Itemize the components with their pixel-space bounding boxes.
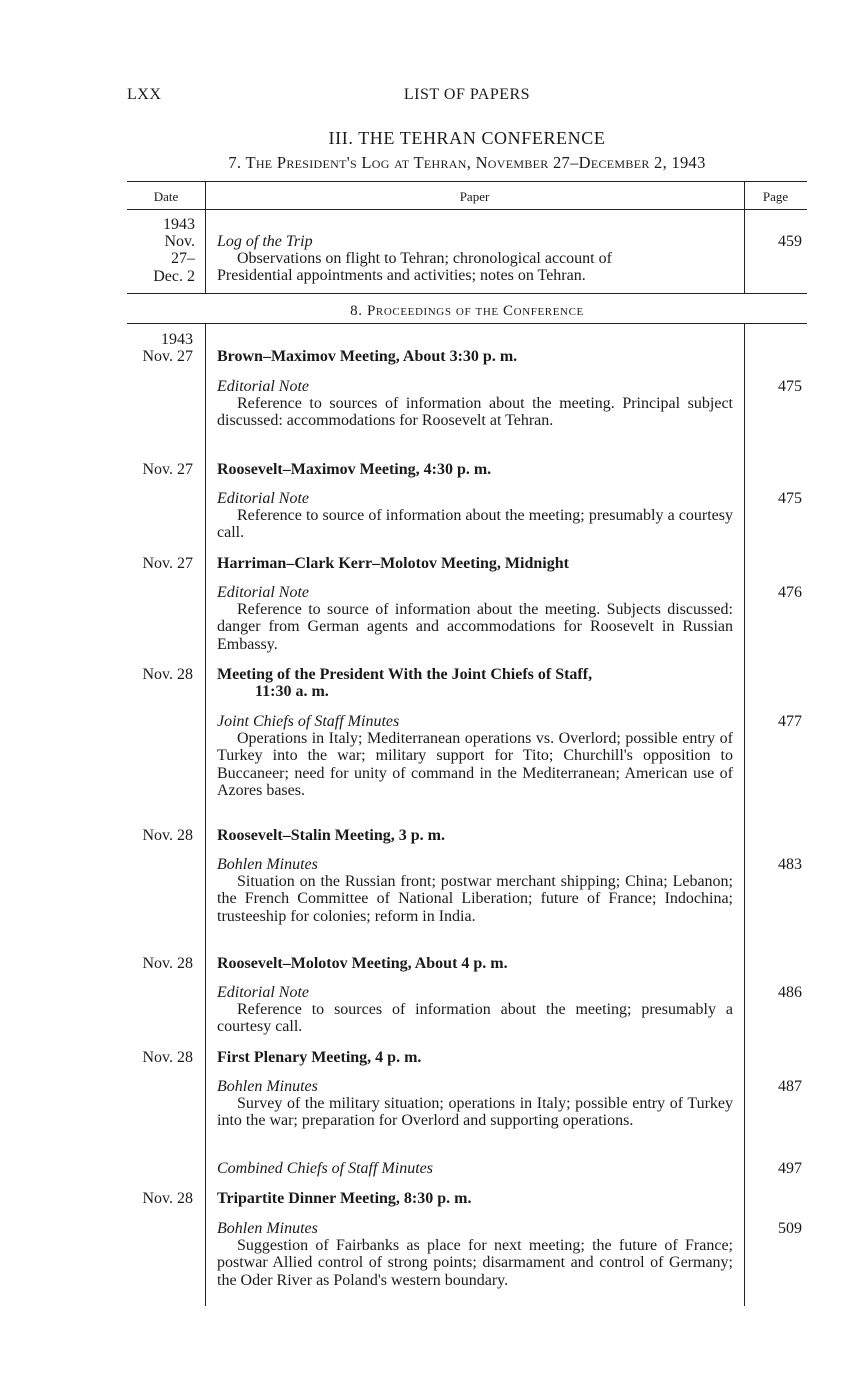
log-date-line1: Nov.: [164, 233, 195, 251]
section-7-text: The President's Log at Tehran, November 27–December 2, 1943: [245, 153, 706, 172]
column-header-date: Date: [153, 189, 179, 204]
entry-description-text: Reference to source of information about the meeting; presumably a courtesy call.: [217, 507, 733, 542]
entry-body: [217, 713, 733, 799]
log-date: [123, 216, 195, 285]
page-number: LXX: [127, 86, 162, 103]
entry-description: [217, 1237, 733, 1289]
entry-source: Bohlen Minutes: [217, 856, 318, 873]
log-desc-rest: Presidential appointments and activities; notes on Tehran.: [217, 267, 586, 285]
proceedings-year: 1943: [161, 331, 193, 348]
entry-source: Editorial Note: [217, 984, 309, 1001]
entry-body: [217, 378, 733, 430]
entry-page: 477: [778, 713, 802, 730]
table-header-rule: [127, 209, 807, 210]
column-header-page: Page: [762, 189, 789, 204]
entry-page: 475: [778, 378, 802, 395]
entry-page: 476: [778, 584, 802, 601]
entry-date: Nov. 27: [142, 348, 193, 365]
entry-description-text: Situation on the Russian front; postwar merchant shipping; China; Lebanon; the French Committee of National Liberation; future of France; Indochina; trusteeship for colonies; reform in India.: [217, 873, 733, 925]
log-page: 459: [778, 233, 802, 250]
log-date-line3: Dec. 2: [153, 267, 195, 285]
entry-body: [217, 984, 733, 1036]
proceedings-divider-page: [744, 323, 745, 1306]
entry-heading: Tripartite Dinner Meeting, 8:30 p. m.: [217, 1190, 472, 1207]
entry-source: Editorial Note: [217, 584, 309, 601]
entry-heading-line1: Meeting of the President With the Joint Chiefs of Staff,: [217, 666, 593, 683]
entry-heading: [217, 666, 733, 700]
entry-description: [217, 1001, 733, 1035]
log-description: [217, 250, 733, 284]
entry-page: 487: [778, 1078, 802, 1095]
log-year: 1943: [163, 216, 195, 233]
section-7-title: [127, 153, 807, 173]
entry-page: 483: [778, 856, 802, 873]
entry-source: Bohlen Minutes: [217, 1220, 318, 1237]
entry-source: Editorial Note: [217, 490, 309, 507]
entry-heading: First Plenary Meeting, 4 p. m.: [217, 1049, 422, 1066]
entry-source: Bohlen Minutes: [217, 1078, 318, 1095]
entry-body: [217, 584, 733, 653]
proceedings-divider-date: [205, 323, 206, 1306]
section-8-text: Proceedings of the Conference: [366, 303, 584, 319]
proceedings-top-rule: [127, 323, 807, 324]
entry-source: Editorial Note: [217, 378, 309, 395]
table-bottom-rule: [127, 293, 807, 294]
entry-heading: Brown–Maximov Meeting, About 3:30 p. m.: [217, 348, 518, 365]
log-desc-first: Observations on flight to Tehran; chronological account of: [237, 250, 612, 268]
column-header-paper: Paper: [459, 189, 490, 204]
entry-description-text: Reference to sources of information about the meeting; presumably a courtesy call.: [217, 1001, 733, 1036]
entry-description: [217, 507, 733, 541]
entry-heading: Roosevelt–Molotov Meeting, About 4 p. m.: [217, 955, 508, 972]
entry-heading: Harriman–Clark Kerr–Molotov Meeting, Midnight: [217, 555, 569, 572]
entry-description-text: Suggestion of Fairbanks as place for next meeting; the future of France; postwar Allied control of strong points; disarmament and control of Germany; the Oder River as Poland's western boundary.: [217, 1237, 733, 1289]
entry-date: Nov. 28: [142, 955, 193, 972]
entry-description-text: Reference to source of information about the meeting. Subjects discussed: danger from German agents and accommodations for Roosevelt in Russian Embassy.: [217, 601, 733, 653]
entry-date: Nov. 27: [142, 555, 193, 572]
entry-description-text: Survey of the military situation; operations in Italy; possible entry of Turkey into the war; preparation for Overlord and supporting operations.: [217, 1095, 733, 1130]
running-header: [127, 86, 807, 108]
entry-description: [217, 730, 733, 799]
log-title: Log of the Trip: [217, 233, 313, 250]
entry-page-secondary: 497: [778, 1160, 802, 1177]
log-date-line2: 27–: [171, 250, 195, 268]
section-7-number: 7.: [228, 153, 242, 172]
entry-description: [217, 395, 733, 429]
section-8-title: [127, 303, 807, 320]
running-title: LIST OF PAPERS: [403, 86, 531, 103]
entry-date: Nov. 27: [142, 461, 193, 478]
entry-date: Nov. 28: [142, 1190, 193, 1207]
entry-source: Joint Chiefs of Staff Minutes: [217, 713, 400, 730]
entry-body: [217, 856, 733, 925]
entry-body: [217, 1220, 733, 1289]
entry-description-text: Operations in Italy; Mediterranean operations vs. Overlord; possible entry of Turkey into the war; military support for Tito; Churchill's opposition to Buccaneer; need for unity of command in the Mediterranean; American use of Azores bases.: [217, 730, 733, 799]
entry-heading-line2: 11:30 a. m.: [255, 683, 329, 701]
entry-date: Nov. 28: [142, 1049, 193, 1066]
entry-body: [217, 490, 733, 542]
entry-description: [217, 873, 733, 925]
entry-heading: Roosevelt–Maximov Meeting, 4:30 p. m.: [217, 461, 492, 478]
entry-page: 486: [778, 984, 802, 1001]
entry-body: [217, 1078, 733, 1130]
entry-description: [217, 601, 733, 653]
table-top-rule: [127, 181, 807, 182]
section-8-number: 8.: [350, 303, 363, 319]
entry-heading: Roosevelt–Stalin Meeting, 3 p. m.: [217, 827, 445, 844]
part-title: III. THE TEHRAN CONFERENCE: [328, 128, 606, 148]
entry-page: 475: [778, 490, 802, 507]
entry-date: Nov. 28: [142, 827, 193, 844]
entry-description-text: Reference to sources of information about the meeting. Principal subject discussed: accommodations for Roosevelt at Tehran.: [217, 395, 733, 430]
entry-date: Nov. 28: [142, 666, 193, 683]
log-paper: [217, 233, 733, 285]
entry-page: 509: [778, 1220, 802, 1237]
entry-description: [217, 1095, 733, 1129]
entry-source-secondary: Combined Chiefs of Staff Minutes: [217, 1160, 433, 1177]
